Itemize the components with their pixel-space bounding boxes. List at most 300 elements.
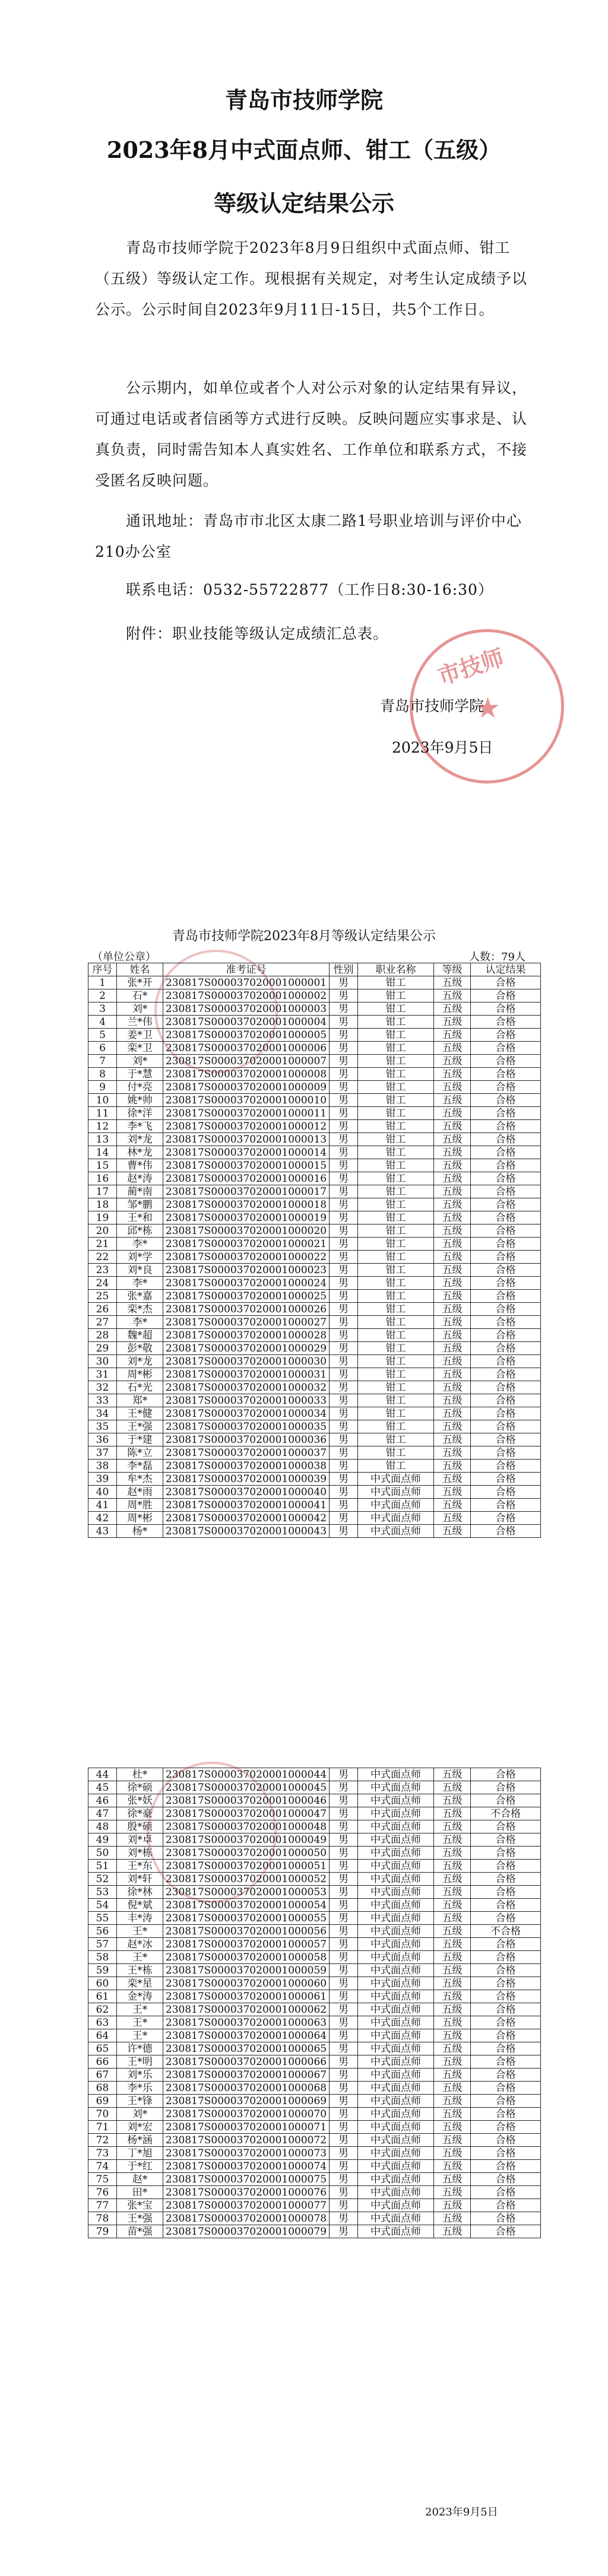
table-cell: 五级 xyxy=(434,1794,471,1807)
table-cell: 男 xyxy=(330,1016,358,1029)
table-cell: 48 xyxy=(88,1820,117,1833)
table-cell: 男 xyxy=(330,989,358,1003)
table-cell: 230817S000037020001000033 xyxy=(163,1394,330,1407)
table-cell: 78 xyxy=(88,2212,117,2225)
table-cell: 42 xyxy=(88,1512,117,1525)
table-cell: 五级 xyxy=(434,1873,471,1886)
table-cell: 中式面点师 xyxy=(358,1794,434,1807)
table-cell: 3 xyxy=(88,1003,117,1016)
table-cell: 51 xyxy=(88,1860,117,1873)
table-cell: 五级 xyxy=(434,1290,471,1303)
table-cell: 中式面点师 xyxy=(358,1873,434,1886)
table-cell: 中式面点师 xyxy=(358,2186,434,2199)
table-cell: 男 xyxy=(330,1238,358,1251)
table-cell: 五级 xyxy=(434,1820,471,1833)
table-cell: 230817S000037020001000058 xyxy=(163,1951,330,1964)
table-cell: 230817S000037020001000004 xyxy=(163,1016,330,1029)
table-cell: 五级 xyxy=(434,2108,471,2121)
table-cell: 230817S000037020001000003 xyxy=(163,1003,330,1016)
table-cell: 中式面点师 xyxy=(358,2029,434,2042)
table-cell: 五级 xyxy=(434,1977,471,1990)
table-cell: 男 xyxy=(330,2134,358,2147)
table-cell: 中式面点师 xyxy=(358,2082,434,2095)
table-cell: 52 xyxy=(88,1873,117,1886)
table-cell: 男 xyxy=(330,1486,358,1499)
table-cell: 田* xyxy=(117,2186,163,2199)
table-cell: 五级 xyxy=(434,2121,471,2134)
table-cell: 合格 xyxy=(471,1407,541,1420)
table-row xyxy=(88,2225,541,2238)
table-cell: 54 xyxy=(88,1899,117,1912)
table-cell: 230817S000037020001000050 xyxy=(163,1847,330,1860)
table-cell: 男 xyxy=(330,1768,358,1781)
table-cell: 中式面点师 xyxy=(358,2212,434,2225)
table-cell: 刘*龙 xyxy=(117,1355,163,1368)
table-cell: 男 xyxy=(330,2016,358,2029)
table-cell: 刘*宏 xyxy=(117,2121,163,2134)
table-row xyxy=(88,1381,541,1394)
table-cell: 56 xyxy=(88,1925,117,1938)
table-cell: 五级 xyxy=(434,1055,471,1068)
table-cell: 230817S000037020001000068 xyxy=(163,2082,330,2095)
table-cell: 12 xyxy=(88,1120,117,1133)
table-cell: 25 xyxy=(88,1290,117,1303)
table-cell: 钳工 xyxy=(358,1068,434,1081)
table-cell: 男 xyxy=(330,1251,358,1264)
table-row xyxy=(88,2186,541,2199)
table-cell: 付*亮 xyxy=(117,1081,163,1094)
table-cell: 五级 xyxy=(434,2173,471,2186)
table-cell: 合格 xyxy=(471,1159,541,1172)
table-cell: 合格 xyxy=(471,1899,541,1912)
table-cell: 钳工 xyxy=(358,1133,434,1146)
table-cell: 合格 xyxy=(471,2225,541,2238)
table-cell: 230817S000037020001000063 xyxy=(163,2016,330,2029)
table-cell: 230817S000037020001000016 xyxy=(163,1172,330,1185)
table-cell: 男 xyxy=(330,1420,358,1433)
table-cell: 合格 xyxy=(471,2212,541,2225)
table-cell: 合格 xyxy=(471,2069,541,2082)
table-cell: 刘*栋 xyxy=(117,1847,163,1860)
table-cell: 钳工 xyxy=(358,1329,434,1342)
table-cell: 15 xyxy=(88,1159,117,1172)
table-cell: 五级 xyxy=(434,1473,471,1486)
table-cell: 钳工 xyxy=(358,1172,434,1185)
table-cell: 230817S000037020001000069 xyxy=(163,2095,330,2108)
table-cell: 230817S000037020001000024 xyxy=(163,1277,330,1290)
table-cell: 男 xyxy=(330,1224,358,1238)
table-cell: 五级 xyxy=(434,1860,471,1873)
table-cell: 栾*卫 xyxy=(117,1042,163,1055)
table-cell: 五级 xyxy=(434,1446,471,1460)
table-cell: 钳工 xyxy=(358,1460,434,1473)
table-cell: 李*飞 xyxy=(117,1120,163,1133)
table-cell: 合格 xyxy=(471,2055,541,2069)
table-cell: 钳工 xyxy=(358,1381,434,1394)
table-cell: 18 xyxy=(88,1198,117,1211)
table-row xyxy=(88,1847,541,1860)
table-row xyxy=(88,1938,541,1951)
table-row xyxy=(88,2069,541,2082)
table-cell: 刘*龙 xyxy=(117,1133,163,1146)
table-cell: 钳工 xyxy=(358,989,434,1003)
table-cell: 22 xyxy=(88,1251,117,1264)
table-cell: 230817S000037020001000012 xyxy=(163,1120,330,1133)
table-cell: 中式面点师 xyxy=(358,2055,434,2069)
table-cell: 男 xyxy=(330,2199,358,2212)
table-row xyxy=(88,1211,541,1224)
table-cell: 男 xyxy=(330,2082,358,2095)
table-cell: 230817S000037020001000059 xyxy=(163,1964,330,1977)
table-row xyxy=(88,1912,541,1925)
table-cell: 钳工 xyxy=(358,1420,434,1433)
table-cell: 62 xyxy=(88,2003,117,2016)
table-cell: 230817S000037020001000029 xyxy=(163,1342,330,1355)
table-cell: 中式面点师 xyxy=(358,2003,434,2016)
table-cell: 74 xyxy=(88,2160,117,2173)
table-cell: 钳工 xyxy=(358,1185,434,1198)
table-cell: 230817S000037020001000047 xyxy=(163,1807,330,1820)
table-cell: 230817S000037020001000057 xyxy=(163,1938,330,1951)
table-cell: 张*妖 xyxy=(117,1794,163,1807)
table-cell: 钳工 xyxy=(358,1316,434,1329)
table-cell: 于*慧 xyxy=(117,1068,163,1081)
table-body-page2 xyxy=(88,1768,541,2238)
table-cell: 刘* xyxy=(117,1003,163,1016)
table-cell: 刘* xyxy=(117,2108,163,2121)
table-cell: 41 xyxy=(88,1499,117,1512)
table-cell: 合格 xyxy=(471,1042,541,1055)
table-cell: 70 xyxy=(88,2108,117,2121)
table-cell: 中式面点师 xyxy=(358,1938,434,1951)
table-cell: 金*涛 xyxy=(117,1990,163,2003)
table-cell: 王* xyxy=(117,2029,163,2042)
table-cell: 中式面点师 xyxy=(358,2199,434,2212)
table-cell: 男 xyxy=(330,1277,358,1290)
table-row xyxy=(88,1329,541,1342)
table-cell: 男 xyxy=(330,2042,358,2055)
table-cell: 24 xyxy=(88,1277,117,1290)
table-cell: 男 xyxy=(330,1042,358,1055)
table-cell: 男 xyxy=(330,2029,358,2042)
table-row xyxy=(88,2095,541,2108)
table-cell: 合格 xyxy=(471,1977,541,1990)
table-row xyxy=(88,2160,541,2173)
table-cell: 1 xyxy=(88,976,117,989)
table-cell: 合格 xyxy=(471,976,541,989)
table-cell: 周*胜 xyxy=(117,1499,163,1512)
table-cell: 中式面点师 xyxy=(358,2134,434,2147)
table-cell: 合格 xyxy=(471,2173,541,2186)
table-cell: 合格 xyxy=(471,1303,541,1316)
table-cell: 230817S000037020001000056 xyxy=(163,1925,330,1938)
table-cell: 男 xyxy=(330,1342,358,1355)
table-cell: 中式面点师 xyxy=(358,2108,434,2121)
table-cell: 230817S000037020001000046 xyxy=(163,1794,330,1807)
table-row xyxy=(88,1238,541,1251)
table-cell: 72 xyxy=(88,2134,117,2147)
table-cell: 钳工 xyxy=(358,1368,434,1381)
table-cell: 合格 xyxy=(471,1964,541,1977)
table-cell: 合格 xyxy=(471,1342,541,1355)
table-cell: 五级 xyxy=(434,1355,471,1368)
table-cell: 中式面点师 xyxy=(358,1820,434,1833)
table-cell: 钳工 xyxy=(358,1251,434,1264)
table-cell: 男 xyxy=(330,1473,358,1486)
table-cell: 钳工 xyxy=(358,1198,434,1211)
table-cell: 钳工 xyxy=(358,1238,434,1251)
header-occupation: 职业名称 xyxy=(358,963,434,976)
table-cell: 李* xyxy=(117,1277,163,1290)
table-cell: 合格 xyxy=(471,2042,541,2055)
table-cell: 钳工 xyxy=(358,1264,434,1277)
table-cell: 合格 xyxy=(471,989,541,1003)
table-cell: 合格 xyxy=(471,2095,541,2108)
table-cell: 合格 xyxy=(471,2029,541,2042)
table-cell: 230817S000037020001000034 xyxy=(163,1407,330,1420)
header-index: 序号 xyxy=(88,963,117,976)
table-cell: 五级 xyxy=(434,2055,471,2069)
table-footer-date: 2023年9月5日 xyxy=(425,2506,498,2518)
table-cell: 合格 xyxy=(471,1912,541,1925)
table-cell: 杨*涵 xyxy=(117,2134,163,2147)
table-cell: 230817S000037020001000025 xyxy=(163,1290,330,1303)
table-cell: 67 xyxy=(88,2069,117,2082)
table-cell: 王* xyxy=(117,1951,163,1964)
notice-title-line1: 青岛市技师学院 xyxy=(224,87,383,113)
table-cell: 中式面点师 xyxy=(358,2042,434,2055)
table-row xyxy=(88,976,541,989)
table-cell: 230817S000037020001000074 xyxy=(163,2160,330,2173)
table-cell: 合格 xyxy=(471,1211,541,1224)
table-cell: 殷*硕 xyxy=(117,1820,163,1833)
table-cell: 合格 xyxy=(471,1499,541,1512)
table-cell: 43 xyxy=(88,1525,117,1538)
seal-text: 市技师 xyxy=(434,643,508,690)
table-cell: 男 xyxy=(330,1860,358,1873)
table-row xyxy=(88,1525,541,1538)
table-cell: 合格 xyxy=(471,1512,541,1525)
table-cell: 230817S000037020001000027 xyxy=(163,1316,330,1329)
table-cell: 合格 xyxy=(471,1951,541,1964)
table-cell: 合格 xyxy=(471,1081,541,1094)
table-cell: 五级 xyxy=(434,1938,471,1951)
table-cell: 五级 xyxy=(434,2069,471,2082)
table-cell: 35 xyxy=(88,1420,117,1433)
table-row xyxy=(88,1433,541,1446)
table-cell: 男 xyxy=(330,1368,358,1381)
table-cell: 230817S000037020001000060 xyxy=(163,1977,330,1990)
table-cell: 37 xyxy=(88,1446,117,1460)
table-cell: 男 xyxy=(330,1211,358,1224)
table-cell: 钳工 xyxy=(358,1303,434,1316)
table-cell: 合格 xyxy=(471,1264,541,1277)
results-table-page1 xyxy=(88,963,541,1538)
seal-star-icon: ★ xyxy=(475,691,501,725)
table-row xyxy=(88,1951,541,1964)
table-cell: 230817S000037020001000053 xyxy=(163,1886,330,1899)
table-cell: 合格 xyxy=(471,1329,541,1342)
table-cell: 牟*杰 xyxy=(117,1473,163,1486)
table-cell: 男 xyxy=(330,1886,358,1899)
table-cell: 230817S000037020001000036 xyxy=(163,1433,330,1446)
table-cell: 刘*卓 xyxy=(117,1833,163,1847)
table-cell: 刘*良 xyxy=(117,1264,163,1277)
table-row xyxy=(88,2055,541,2069)
table-cell: 63 xyxy=(88,2016,117,2029)
table-cell: 苗*强 xyxy=(117,2225,163,2238)
table-cell: 合格 xyxy=(471,2134,541,2147)
table-cell: 合格 xyxy=(471,1473,541,1486)
table-cell: 59 xyxy=(88,1964,117,1977)
table-cell: 王*栋 xyxy=(117,1964,163,1977)
table-cell: 49 xyxy=(88,1833,117,1847)
table-cell: 男 xyxy=(330,1316,358,1329)
table-cell: 71 xyxy=(88,2121,117,2134)
table-cell: 230817S000037020001000048 xyxy=(163,1820,330,1833)
table-cell: 中式面点师 xyxy=(358,1977,434,1990)
table-cell: 徐*林 xyxy=(117,1886,163,1899)
table-row xyxy=(88,2212,541,2225)
table-row xyxy=(88,1251,541,1264)
table-row xyxy=(88,1807,541,1820)
table-cell: 钳工 xyxy=(358,1446,434,1460)
table-cell: 五级 xyxy=(434,2029,471,2042)
table-row xyxy=(88,2029,541,2042)
table-cell: 男 xyxy=(330,976,358,989)
table-cell: 230817S000037020001000049 xyxy=(163,1833,330,1847)
notice-title-line3: 等级认定结果公示 xyxy=(213,190,394,217)
table-cell: 合格 xyxy=(471,1486,541,1499)
table-cell: 29 xyxy=(88,1342,117,1355)
table-cell: 230817S000037020001000043 xyxy=(163,1525,330,1538)
table-row xyxy=(88,1172,541,1185)
table-row xyxy=(88,1042,541,1055)
table-cell: 230817S000037020001000044 xyxy=(163,1768,330,1781)
table-cell: 五级 xyxy=(434,1420,471,1433)
table-cell: 五级 xyxy=(434,2160,471,2173)
table-cell: 五级 xyxy=(434,989,471,1003)
table-cell: 男 xyxy=(330,2069,358,2082)
table-cell: 合格 xyxy=(471,1847,541,1860)
table-cell: 合格 xyxy=(471,1355,541,1368)
table-cell: 中式面点师 xyxy=(358,2173,434,2186)
table-cell: 栾*杰 xyxy=(117,1303,163,1316)
table-cell: 230817S000037020001000041 xyxy=(163,1499,330,1512)
table-cell: 钳工 xyxy=(358,1120,434,1133)
table-cell: 五级 xyxy=(434,2186,471,2199)
table-cell: 五级 xyxy=(434,2082,471,2095)
table-cell: 男 xyxy=(330,1381,358,1394)
table-cell: 男 xyxy=(330,2003,358,2016)
table-cell: 五级 xyxy=(434,1847,471,1860)
table-cell: 五级 xyxy=(434,1394,471,1407)
table-cell: 林*龙 xyxy=(117,1146,163,1159)
table-cell: 合格 xyxy=(471,1316,541,1329)
table-cell: 76 xyxy=(88,2186,117,2199)
table-cell: 230817S000037020001000071 xyxy=(163,2121,330,2134)
table-cell: 五级 xyxy=(434,1899,471,1912)
table-cell: 钳工 xyxy=(358,1355,434,1368)
table-cell: 合格 xyxy=(471,1133,541,1146)
table-row xyxy=(88,1833,541,1847)
table-row xyxy=(88,1016,541,1029)
table-cell: 男 xyxy=(330,1303,358,1316)
table-cell: 中式面点师 xyxy=(358,2147,434,2160)
table-cell: 五级 xyxy=(434,2199,471,2212)
table-cell: 男 xyxy=(330,1029,358,1042)
table-cell: 23 xyxy=(88,1264,117,1277)
table-cell: 五级 xyxy=(434,1407,471,1420)
table-row xyxy=(88,1303,541,1316)
table-cell: 彭*敬 xyxy=(117,1342,163,1355)
table-cell: 合格 xyxy=(471,1938,541,1951)
table-cell: 赵* xyxy=(117,2173,163,2186)
table-cell: 张*开 xyxy=(117,976,163,989)
notice-paragraph-5: 附件：职业技能等级认定成绩汇总表。 xyxy=(126,625,389,642)
table-cell: 230817S000037020001000079 xyxy=(163,2225,330,2238)
table-cell: 男 xyxy=(330,1938,358,1951)
table-cell: 合格 xyxy=(471,2108,541,2121)
table-cell: 男 xyxy=(330,1068,358,1081)
table-cell: 中式面点师 xyxy=(358,2016,434,2029)
table-cell: 合格 xyxy=(471,1833,541,1847)
table-cell: 五级 xyxy=(434,1042,471,1055)
table-cell: 28 xyxy=(88,1329,117,1342)
table-row xyxy=(88,2003,541,2016)
table-cell: 男 xyxy=(330,1198,358,1211)
table-cell: 230817S000037020001000066 xyxy=(163,2055,330,2069)
table-cell: 230817S000037020001000002 xyxy=(163,989,330,1003)
table-cell: 李*乐 xyxy=(117,2082,163,2095)
table-cell: 79 xyxy=(88,2225,117,2238)
table-cell: 合格 xyxy=(471,1368,541,1381)
notice-page xyxy=(0,0,608,801)
notice-paragraph-4: 联系电话：0532-55722877（工作日8:30-16:30） xyxy=(126,581,493,598)
table-cell: 39 xyxy=(88,1473,117,1486)
table-cell: 45 xyxy=(88,1781,117,1794)
table-row xyxy=(88,1820,541,1833)
table-cell: 合格 xyxy=(471,1172,541,1185)
table-cell: 李* xyxy=(117,1316,163,1329)
table-cell: 230817S000037020001000051 xyxy=(163,1860,330,1873)
table-row xyxy=(88,2042,541,2055)
table-row xyxy=(88,1290,541,1303)
table-cell: 男 xyxy=(330,1120,358,1133)
table-cell: 五级 xyxy=(434,1277,471,1290)
table-cell: 中式面点师 xyxy=(358,1899,434,1912)
table-cell: 合格 xyxy=(471,1394,541,1407)
table-cell: 男 xyxy=(330,1977,358,1990)
table-cell: 男 xyxy=(330,1329,358,1342)
table-row xyxy=(88,1860,541,1873)
table-cell: 男 xyxy=(330,1912,358,1925)
table-cell: 中式面点师 xyxy=(358,1964,434,1977)
table-row xyxy=(88,1159,541,1172)
table-cell: 69 xyxy=(88,2095,117,2108)
table-cell: 合格 xyxy=(471,1107,541,1120)
header-ticket: 准考证号 xyxy=(163,963,330,976)
table-cell: 6 xyxy=(88,1042,117,1055)
table-cell: 五级 xyxy=(434,2003,471,2016)
table-cell: 五级 xyxy=(434,1251,471,1264)
table-cell: 中式面点师 xyxy=(358,1847,434,1860)
table-cell: 男 xyxy=(330,1990,358,2003)
table-row xyxy=(88,989,541,1003)
table-cell: 五级 xyxy=(434,2016,471,2029)
table-cell: 杜* xyxy=(117,1768,163,1781)
table-cell: 38 xyxy=(88,1460,117,1473)
